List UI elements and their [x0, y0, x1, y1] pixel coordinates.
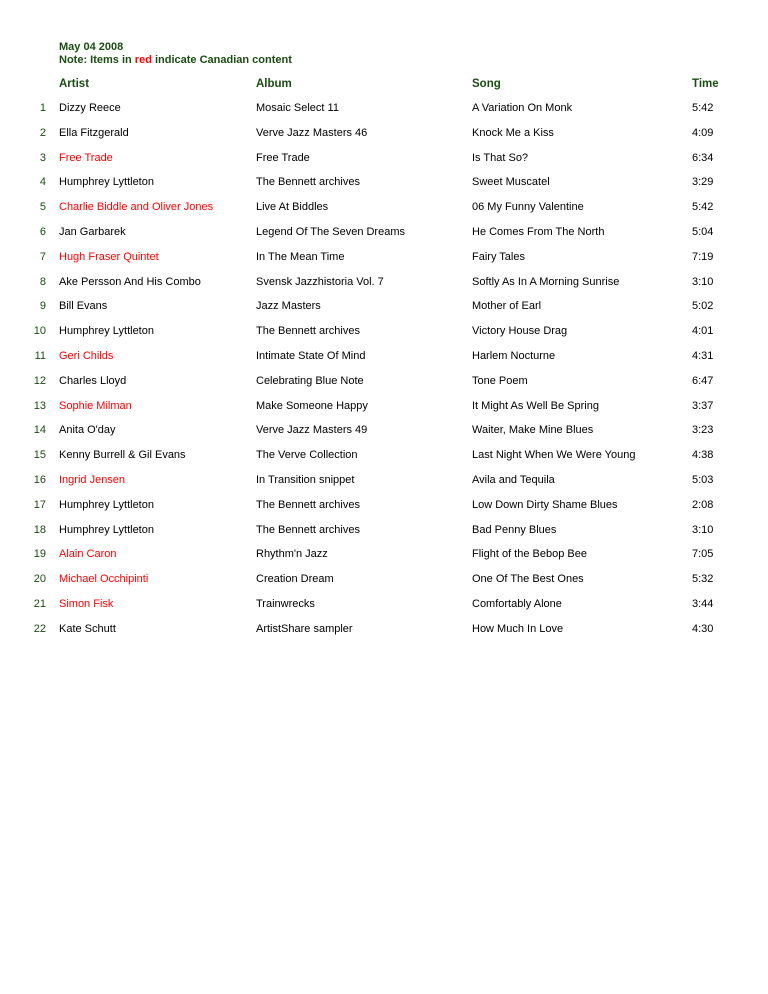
track-number: 5 — [39, 201, 46, 214]
artist-cell: Sophie Milman — [59, 399, 132, 412]
time-cell: 3:37 — [692, 399, 714, 412]
table-row — [0, 102, 768, 118]
table-row — [0, 524, 768, 540]
artist-cell: Simon Fisk — [59, 598, 114, 610]
song-cell: Waiter, Make Mine Blues — [472, 424, 594, 437]
table-row — [0, 623, 768, 639]
song-cell: Tone Poem — [472, 374, 528, 387]
time-cell: 3:44 — [692, 598, 714, 610]
track-number: 18 — [33, 523, 46, 536]
track-number: 6 — [39, 226, 46, 238]
album-cell: Make Someone Happy — [256, 399, 368, 412]
album-cell: Verve Jazz Masters 49 — [256, 424, 368, 437]
track-number: 11 — [34, 350, 46, 362]
table-row — [0, 127, 768, 143]
table-row — [0, 573, 768, 589]
table-row — [0, 251, 768, 267]
album-cell: The Bennett archives — [256, 498, 360, 511]
song-cell: Comfortably Alone — [472, 598, 562, 610]
track-number: 9 — [39, 300, 46, 313]
time-cell: 4:38 — [692, 449, 714, 462]
song-cell: Flight of the Bebop Bee — [472, 548, 587, 561]
column-header-song: Song — [472, 78, 501, 90]
song-cell: Sweet Muscatel — [472, 176, 550, 189]
album-cell: Mosaic Select 11 — [256, 102, 339, 114]
track-number: 14 — [33, 424, 46, 437]
table-row — [0, 201, 768, 217]
track-number: 10 — [33, 325, 46, 338]
column-header-artist: Artist — [59, 78, 90, 90]
song-cell: Low Down Dirty Shame Blues — [472, 498, 618, 511]
album-cell: The Bennett archives — [256, 325, 360, 338]
artist-cell: Kenny Burrell & Gil Evans — [59, 449, 186, 462]
note-red-word: red — [134, 54, 152, 66]
song-cell: How Much In Love — [472, 622, 564, 635]
canadian-content-note — [59, 54, 292, 67]
artist-cell: Humphrey Lyttleton — [59, 523, 154, 536]
column-header-album: Album — [256, 78, 292, 90]
table-row — [0, 474, 768, 490]
song-cell: Is That So? — [472, 151, 529, 164]
song-cell: One Of The Best Ones — [472, 573, 584, 586]
table-row — [0, 300, 768, 316]
song-cell: 06 My Funny Valentine — [472, 201, 584, 214]
table-row — [0, 350, 768, 366]
time-cell: 3:10 — [692, 523, 714, 536]
album-cell: Rhythm'n Jazz — [256, 548, 328, 561]
table-row — [0, 325, 768, 341]
artist-cell: Michael Occhipinti — [59, 573, 149, 586]
track-number: 19 — [33, 548, 46, 561]
song-cell: Bad Penny Blues — [472, 523, 557, 536]
track-number: 13 — [33, 399, 46, 412]
track-number: 20 — [33, 573, 46, 586]
table-row — [0, 276, 768, 292]
artist-cell: Ella Fitzgerald — [59, 126, 129, 139]
song-cell: Knock Me a Kiss — [472, 126, 554, 139]
artist-cell: Charlie Biddle and Oliver Jones — [59, 201, 214, 214]
artist-cell: Humphrey Lyttleton — [59, 176, 154, 189]
note-suffix: indicate Canadian content — [151, 54, 292, 66]
album-cell: Live At Biddles — [256, 201, 329, 214]
song-cell: Softly As In A Morning Sunrise — [472, 275, 620, 288]
table-row — [0, 375, 768, 391]
artist-cell: Charles Lloyd — [59, 374, 127, 387]
track-number: 1 — [39, 102, 46, 114]
track-number: 16 — [33, 474, 46, 486]
album-cell: Celebrating Blue Note — [256, 374, 364, 387]
table-row — [0, 499, 768, 515]
time-cell: 5:03 — [692, 474, 714, 486]
time-cell: 3:10 — [692, 275, 714, 288]
table-row — [0, 598, 768, 614]
playlist-date: May 04 2008 — [59, 41, 124, 53]
time-cell: 5:42 — [692, 102, 714, 114]
time-cell: 7:05 — [692, 548, 714, 561]
album-cell: Trainwrecks — [256, 598, 315, 610]
artist-cell: Ingrid Jensen — [59, 474, 126, 486]
artist-cell: Ake Persson And His Combo — [59, 275, 201, 288]
track-number: 7 — [39, 250, 46, 263]
track-number: 4 — [39, 176, 46, 189]
song-cell: A Variation On Monk — [472, 102, 573, 114]
track-number: 21 — [33, 598, 46, 610]
album-cell: Jazz Masters — [256, 300, 321, 313]
song-cell: Last Night When We Were Young — [472, 449, 636, 462]
track-number: 17 — [33, 498, 46, 511]
time-cell: 2:08 — [692, 498, 714, 511]
table-row — [0, 226, 768, 242]
album-cell: The Bennett archives — [256, 523, 360, 536]
time-cell: 7:19 — [692, 250, 714, 263]
track-number: 3 — [39, 151, 46, 164]
album-cell: In Transition snippet — [256, 474, 355, 486]
artist-cell: Humphrey Lyttleton — [59, 325, 154, 338]
time-cell: 5:04 — [692, 226, 714, 238]
time-cell: 5:42 — [692, 201, 714, 214]
page-header — [59, 41, 292, 67]
album-cell: Free Trade — [256, 151, 310, 164]
album-cell: Intimate State Of Mind — [256, 350, 366, 362]
artist-cell: Dizzy Reece — [59, 102, 121, 114]
time-cell: 3:23 — [692, 424, 714, 437]
artist-cell: Jan Garbarek — [59, 226, 126, 238]
song-cell: Fairy Tales — [472, 250, 525, 263]
album-cell: ArtistShare sampler — [256, 622, 353, 635]
table-row — [0, 548, 768, 564]
song-cell: Victory House Drag — [472, 325, 568, 338]
time-cell: 4:09 — [692, 126, 714, 139]
track-number: 2 — [39, 126, 46, 139]
time-cell: 6:47 — [692, 374, 714, 387]
artist-cell: Free Trade — [59, 151, 113, 164]
artist-cell: Geri Childs — [59, 350, 114, 362]
time-cell: 4:01 — [692, 325, 714, 338]
time-cell: 6:34 — [692, 151, 714, 164]
artist-cell: Humphrey Lyttleton — [59, 498, 154, 511]
column-header-time: Time — [692, 78, 719, 90]
album-cell: Legend Of The Seven Dreams — [256, 226, 405, 238]
album-cell: The Verve Collection — [256, 449, 358, 462]
time-cell: 5:32 — [692, 573, 714, 586]
artist-cell: Hugh Fraser Quintet — [59, 250, 159, 263]
time-cell: 3:29 — [692, 176, 714, 189]
song-cell: Avila and Tequila — [472, 474, 555, 486]
artist-cell: Alain Caron — [59, 548, 117, 561]
artist-cell: Anita O'day — [59, 424, 116, 437]
album-cell: In The Mean Time — [256, 250, 345, 263]
table-row — [0, 449, 768, 465]
track-number: 12 — [33, 374, 46, 387]
album-cell: The Bennett archives — [256, 176, 360, 189]
table-row — [0, 152, 768, 168]
time-cell: 4:31 — [692, 350, 714, 362]
artist-cell: Kate Schutt — [59, 622, 116, 635]
artist-cell: Bill Evans — [59, 300, 108, 313]
song-cell: Harlem Nocturne — [472, 350, 556, 362]
note-prefix: Note: Items in — [59, 54, 135, 66]
album-cell: Creation Dream — [256, 573, 334, 586]
track-number: 22 — [33, 622, 46, 635]
album-cell: Svensk Jazzhistoria Vol. 7 — [256, 275, 384, 288]
album-cell: Verve Jazz Masters 46 — [256, 126, 368, 139]
time-cell: 5:02 — [692, 300, 714, 313]
table-row — [0, 424, 768, 440]
track-number: 8 — [39, 275, 46, 288]
song-cell: He Comes From The North — [472, 226, 605, 238]
song-cell: Mother of Earl — [472, 300, 542, 313]
track-number: 15 — [33, 449, 46, 462]
table-row — [0, 400, 768, 416]
table-row — [0, 176, 768, 192]
song-cell: It Might As Well Be Spring — [472, 399, 599, 412]
time-cell: 4:30 — [692, 622, 714, 635]
